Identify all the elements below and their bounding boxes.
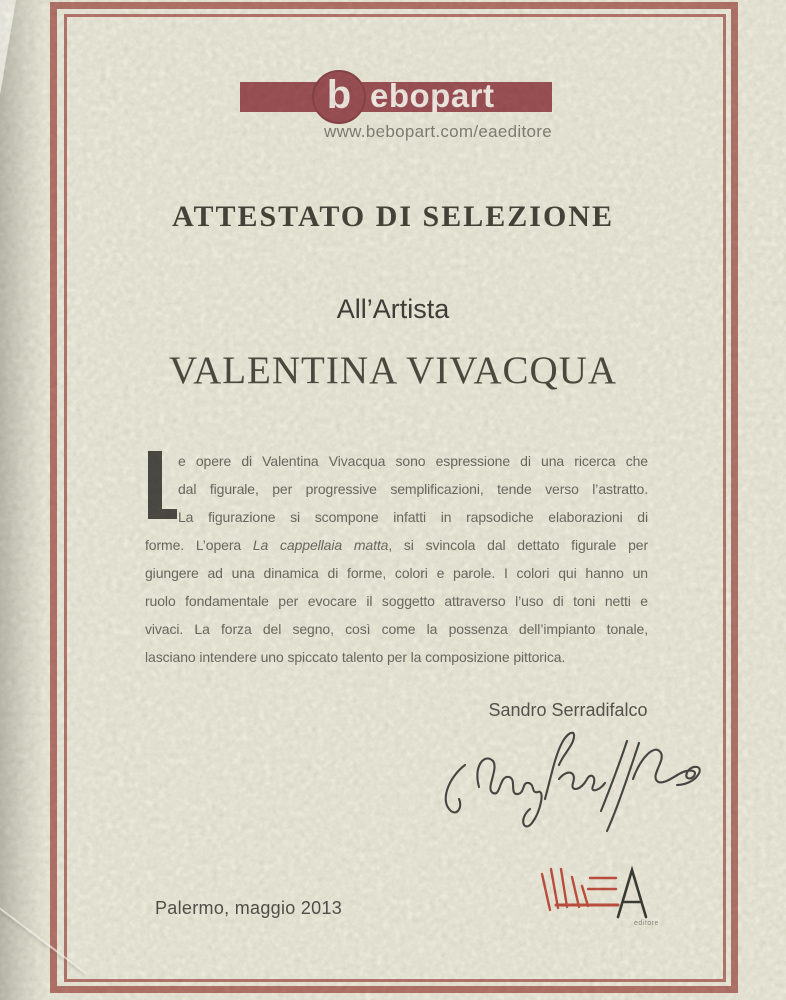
paragraph-line: La figurazione si scompone infatti in rapsodiche elaborazioni di [178,509,648,525]
paragraph-line: lasciano intendere uno spiccato talento per la composizione pittorica. [145,649,566,665]
ea-editore-logo [536,864,664,930]
scan-edge-shadow [0,0,46,1000]
brand-mark-letter: b [326,73,352,117]
line-pre: forme. L’opera [145,537,253,553]
logo-rays-icon [542,869,618,910]
paragraph-line: ruolo fondamentale per evocare il soggetto attraverso l’uso di toni netti e [145,593,648,609]
citation-paragraph [145,447,648,671]
publisher-sub-label: editore [634,920,659,927]
bebopart-banner [240,73,552,117]
brand-wordmark: ebopart [370,77,495,114]
paragraph-line: e opere di Valentina Vivacqua sono espressione di una ricerca che [178,453,648,469]
signer-name: Sandro Serradifalco [488,700,648,720]
website-url: www.bebopart.com/eaeditore [324,122,552,141]
recipient-name: VALENTINA VIVACQUA [168,349,618,392]
paragraph-line: dal figurale, per progressive semplificazioni, tende verso l’astratto. [178,481,648,497]
line-post: , si svincola dal dettato figurale per [388,537,649,553]
scan-corner-sliver [0,0,16,95]
publisher-letter-a [618,870,646,917]
paragraph-line: vivaci. La forza del segno, così come la possenza dell’impianto tonale, [145,621,648,637]
paragraph-line [145,531,648,559]
artwork-title: La cappellaia matta [252,537,389,553]
dropcap-letter-l [148,451,177,519]
signature-handwriting [435,715,705,840]
place-date: Palermo, maggio 2013 [155,898,343,918]
bebopart-logo-mark-icon [312,70,366,124]
certificate-title: ATTESTATO DI SELEZIONE [172,200,614,233]
paragraph-line: giungere ad una dinamica di forme, colori e parole. I colori qui hanno un [145,565,648,581]
recipient-label: All’Artista [336,294,450,324]
